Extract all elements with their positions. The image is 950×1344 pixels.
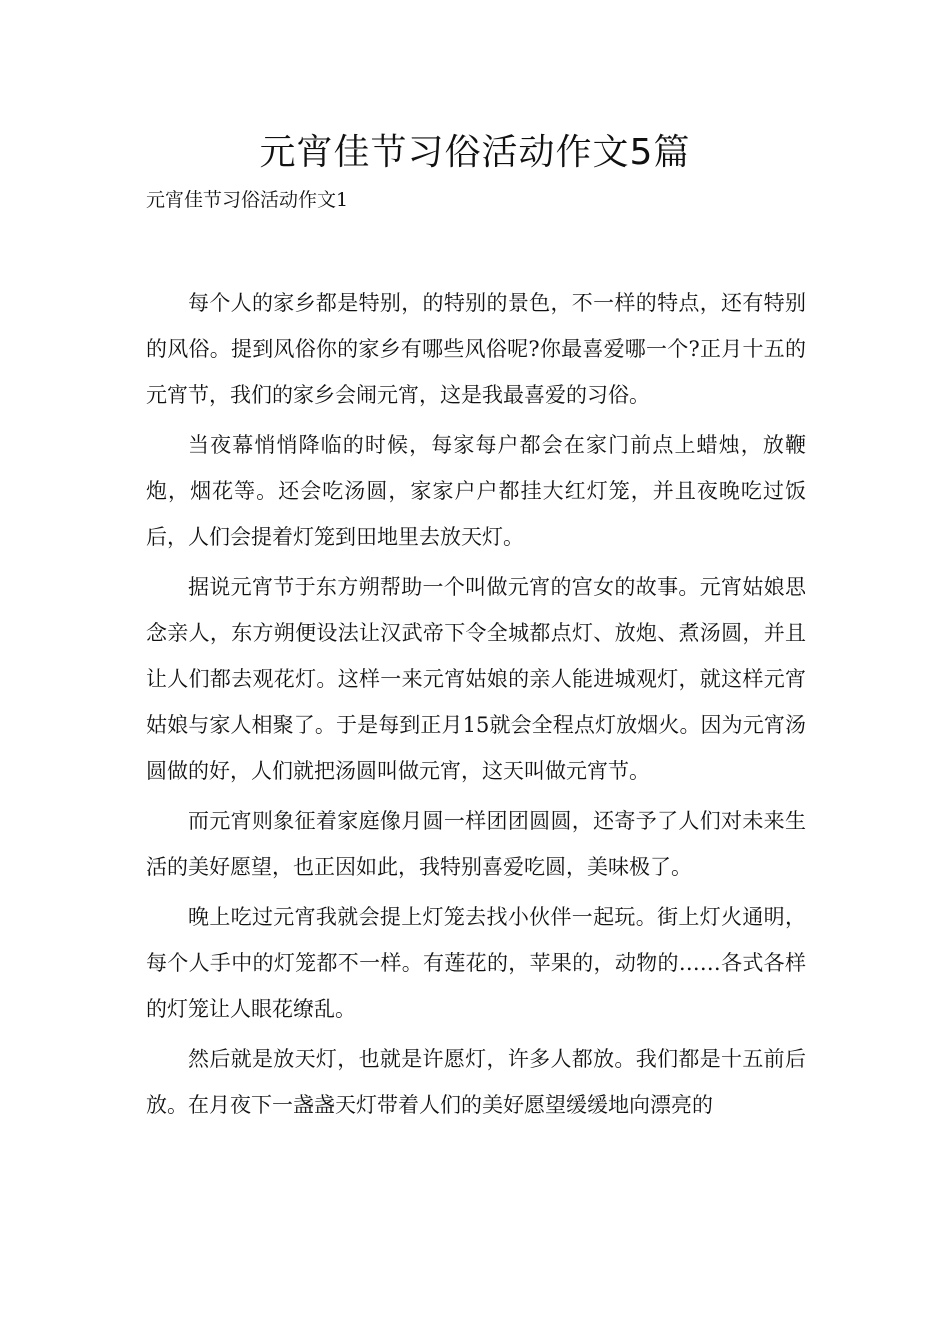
paragraph: 据说元宵节于东方朔帮助一个叫做元宵的宫女的故事。元宵姑娘思念亲人，东方朔便设法让汉武帝下令全城都点灯、放炮、煮汤圆，并且让人们都去观花灯。这样一来元宵姑娘的亲人能进城观灯，就这样元宵姑娘与家人相聚了。于是每到正月15就会全程点灯放烟火。因为元宵汤圆做的好，人们就把汤圆叫做元宵，这天叫做元宵节。 [146,575,806,783]
document-subtitle: 元宵佳节习俗活动作文1 [146,189,349,211]
paragraph: 每个人的家乡都是特别，的特别的景色，不一样的特点，还有特别的风俗。提到风俗你的家乡有哪些风俗呢?你最喜爱哪一个?正月十五的元宵节，我们的家乡会闹元宵，这是我最喜爱的习俗。 [146,291,806,407]
document-title: 元宵佳节习俗活动作文5篇 [259,132,691,173]
paragraph: 晚上吃过元宵我就会提上灯笼去找小伙伴一起玩。街上灯火通明，每个人手中的灯笼都不一样。有莲花的，苹果的，动物的……各式各样的灯笼让人眼花缭乱。 [146,905,806,1021]
paragraph: 而元宵则象征着家庭像月圆一样团团圆圆，还寄予了人们对未来生活的美好愿望，也正因如此，我特别喜爱吃圆，美味极了。 [146,809,806,879]
document-body [146,280,806,1132]
paragraph: 当夜幕悄悄降临的时候，每家每户都会在家门前点上蜡烛，放鞭炮，烟花等。还会吃汤圆，家家户户都挂大红灯笼，并且夜晚吃过饭后，人们会提着灯笼到田地里去放天灯。 [146,433,806,549]
paragraph: 然后就是放天灯，也就是许愿灯，许多人都放。我们都是十五前后放。在月夜下一盏盏天灯带着人们的美好愿望缓缓地向漂亮的 [146,1047,806,1117]
